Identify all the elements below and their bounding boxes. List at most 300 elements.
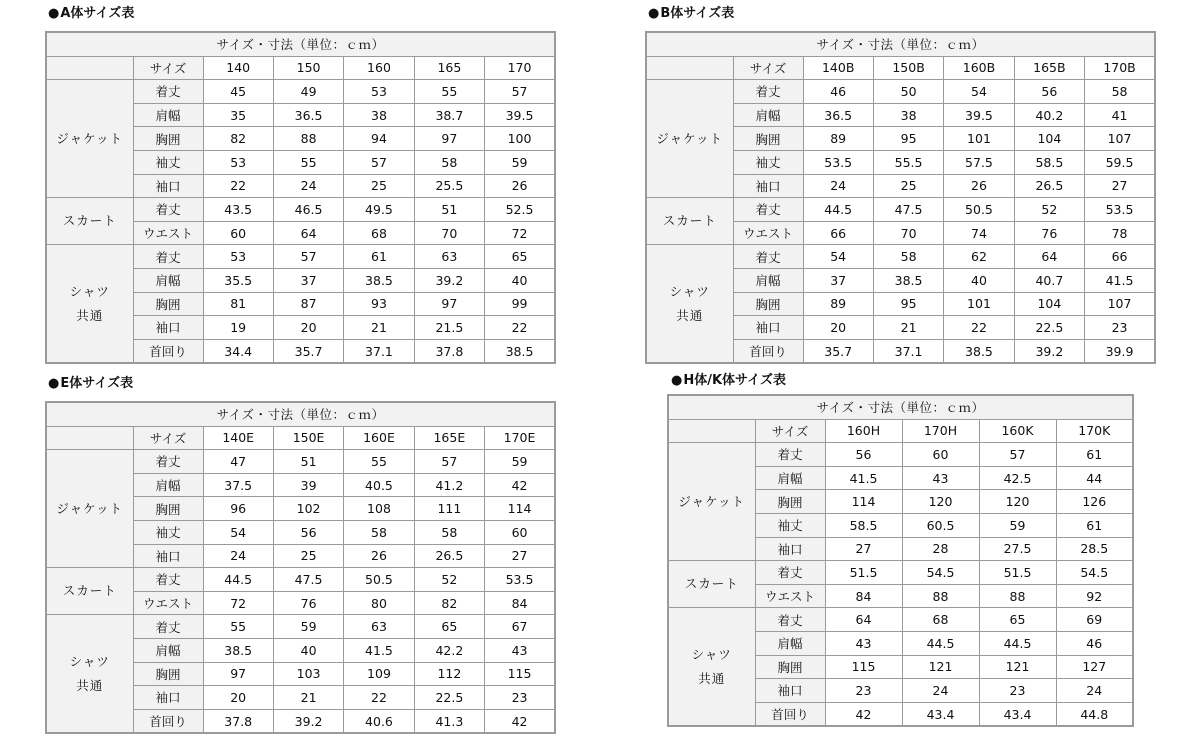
value-cell: 23 [979,679,1056,703]
bullet-icon: ● [48,376,60,391]
value-cell: 51 [414,198,484,222]
value-cell: 100 [485,127,555,151]
size-column-header: 160K [979,419,1056,443]
value-cell: 35 [203,103,273,127]
value-cell: 44.5 [902,631,979,655]
value-cell: 54 [203,520,273,544]
value-cell: 44.5 [203,568,273,592]
value-cell: 65 [485,245,555,269]
value-cell: 53 [203,150,273,174]
value-cell: 38.5 [944,339,1014,363]
value-cell: 109 [344,662,414,686]
value-cell: 53.5 [803,150,873,174]
value-cell: 23 [1085,316,1155,340]
measurement-label: 着丈 [733,198,803,222]
section-title: A体サイズ表 [60,6,135,21]
value-cell: 21 [344,316,414,340]
measurement-label: 肩幅 [733,103,803,127]
value-cell: 38.5 [873,268,943,292]
bullet-icon: ● [648,6,660,21]
category-label: シャツ [69,283,110,299]
value-cell: 22.5 [414,686,484,710]
value-cell: 64 [1014,245,1084,269]
value-cell: 50.5 [944,198,1014,222]
size-column-header: 170H [902,419,979,443]
unit-header-row [668,395,1133,419]
size-label: サイズ [733,56,803,80]
value-cell: 23 [825,679,902,703]
category-cell [646,245,733,363]
value-cell: 27 [825,537,902,561]
value-cell: 78 [1085,221,1155,245]
category-label: 共通 [698,670,726,686]
value-cell: 25 [873,174,943,198]
value-cell: 57 [979,443,1056,467]
unit-header-row [646,32,1155,56]
measurement-row [46,615,555,639]
unit-header: サイズ・寸法（単位：ｃｍ） [646,32,1155,56]
value-cell: 39.2 [414,268,484,292]
section-heading-b [648,6,734,22]
measurement-label: 胸囲 [733,127,803,151]
size-column-header: 170E [485,426,555,450]
value-cell: 53 [203,245,273,269]
value-cell: 55 [414,80,484,104]
value-cell: 59 [979,513,1056,537]
category-label: スカート [662,213,717,229]
value-cell: 21 [273,686,343,710]
size-column-header: 160E [344,426,414,450]
value-cell: 43 [825,631,902,655]
value-cell: 52.5 [485,198,555,222]
measurement-row [646,198,1155,222]
value-cell: 70 [414,221,484,245]
value-cell: 72 [485,221,555,245]
value-cell: 39.9 [1085,339,1155,363]
value-cell: 47 [203,450,273,474]
measurement-label: 胸囲 [133,127,203,151]
value-cell: 49.5 [344,198,414,222]
value-cell: 40.7 [1014,268,1084,292]
value-cell: 41.5 [344,638,414,662]
measurement-row [46,245,555,269]
value-cell: 52 [414,568,484,592]
value-cell: 101 [944,292,1014,316]
value-cell: 114 [825,490,902,514]
category-cell [646,198,733,245]
category-label: ジャケット [678,493,746,509]
value-cell: 114 [485,497,555,521]
value-cell: 62 [944,245,1014,269]
value-cell: 42 [485,473,555,497]
value-cell: 25 [273,544,343,568]
value-cell: 28.5 [1056,537,1133,561]
value-cell: 44.8 [1056,702,1133,726]
value-cell: 47.5 [873,198,943,222]
measurement-label: 肩幅 [733,268,803,292]
value-cell: 76 [1014,221,1084,245]
unit-header: サイズ・寸法（単位：ｃｍ） [46,32,555,56]
value-cell: 22 [344,686,414,710]
measurement-label: 首回り [733,339,803,363]
value-cell: 61 [1056,443,1133,467]
measurement-row [668,443,1133,467]
value-cell: 58 [414,150,484,174]
size-column-header: 140E [203,426,273,450]
value-cell: 37.1 [344,339,414,363]
value-cell: 65 [979,608,1056,632]
value-cell: 26.5 [414,544,484,568]
measurement-label: 袖口 [733,174,803,198]
value-cell: 53.5 [485,568,555,592]
value-cell: 51.5 [979,561,1056,585]
bullet-icon: ● [671,373,683,388]
value-cell: 43.4 [979,702,1056,726]
size-column-header: 160H [825,419,902,443]
value-cell: 40 [485,268,555,292]
value-cell: 66 [1085,245,1155,269]
value-cell: 87 [273,292,343,316]
value-cell: 39.2 [1014,339,1084,363]
category-label: 共通 [676,307,704,323]
value-cell: 88 [273,127,343,151]
value-cell: 22 [485,316,555,340]
value-cell: 104 [1014,127,1084,151]
size-column-header: 165E [414,426,484,450]
value-cell: 120 [902,490,979,514]
category-label: シャツ [669,283,710,299]
measurement-label: 袖丈 [733,150,803,174]
size-table-b [645,31,1156,364]
value-cell: 56 [825,443,902,467]
value-cell: 89 [803,127,873,151]
value-cell: 120 [979,490,1056,514]
value-cell: 38.5 [485,339,555,363]
value-cell: 64 [825,608,902,632]
value-cell: 95 [873,292,943,316]
value-cell: 38.7 [414,103,484,127]
section-heading-e [48,376,133,392]
value-cell: 24 [273,174,343,198]
section-title: H体/K体サイズ表 [683,373,787,388]
value-cell: 51.5 [825,561,902,585]
value-cell: 34.4 [203,339,273,363]
value-cell: 43 [902,466,979,490]
category-cell [46,80,133,198]
category-label: 共通 [76,677,104,693]
measurement-label: 着丈 [755,608,825,632]
measurement-label: 胸囲 [755,655,825,679]
measurement-row [46,568,555,592]
unit-header: サイズ・寸法（単位：ｃｍ） [46,402,555,426]
value-cell: 121 [979,655,1056,679]
value-cell: 39.5 [944,103,1014,127]
value-cell: 25.5 [414,174,484,198]
measurement-label: 首回り [133,339,203,363]
value-cell: 24 [203,544,273,568]
value-cell: 22 [944,316,1014,340]
value-cell: 104 [1014,292,1084,316]
value-cell: 24 [803,174,873,198]
value-cell: 59 [485,150,555,174]
measurement-label: ウエスト [133,221,203,245]
value-cell: 38.5 [203,638,273,662]
size-label: サイズ [133,56,203,80]
measurement-label: 肩幅 [755,631,825,655]
value-cell: 49 [273,80,343,104]
category-label: スカート [684,576,739,592]
value-cell: 89 [803,292,873,316]
measurement-row [646,245,1155,269]
value-cell: 37.8 [203,709,273,733]
unit-header-row [46,402,555,426]
measurement-label: 着丈 [133,568,203,592]
value-cell: 45 [203,80,273,104]
size-column-header: 160 [344,56,414,80]
value-cell: 58 [414,520,484,544]
size-table-e [45,401,556,734]
value-cell: 35.7 [273,339,343,363]
value-cell: 43 [485,638,555,662]
value-cell: 42.5 [979,466,1056,490]
size-column-header: 150E [273,426,343,450]
value-cell: 40 [944,268,1014,292]
value-cell: 40 [273,638,343,662]
value-cell: 23 [485,686,555,710]
value-cell: 44.5 [979,631,1056,655]
measurement-label: 着丈 [755,561,825,585]
value-cell: 46 [1056,631,1133,655]
measurement-label: 着丈 [133,450,203,474]
value-cell: 57 [273,245,343,269]
value-cell: 27 [1085,174,1155,198]
size-header-row [646,56,1155,80]
value-cell: 47.5 [273,568,343,592]
value-cell: 68 [902,608,979,632]
value-cell: 93 [344,292,414,316]
value-cell: 24 [1056,679,1133,703]
category-cell [46,615,133,733]
value-cell: 40.6 [344,709,414,733]
value-cell: 22 [203,174,273,198]
measurement-row [646,80,1155,104]
value-cell: 57 [344,150,414,174]
bullet-icon: ● [48,6,60,21]
value-cell: 58.5 [1014,150,1084,174]
measurement-label: 胸囲 [133,497,203,521]
category-label: ジャケット [656,130,724,146]
size-header-row [668,419,1133,443]
measurement-label: ウエスト [133,591,203,615]
section-title: B体サイズ表 [660,6,735,21]
value-cell: 40.2 [1014,103,1084,127]
value-cell: 63 [414,245,484,269]
value-cell: 55 [203,615,273,639]
measurement-label: 着丈 [133,245,203,269]
value-cell: 76 [273,591,343,615]
size-column-header: 140 [203,56,273,80]
value-cell: 19 [203,316,273,340]
value-cell: 67 [485,615,555,639]
value-cell: 66 [803,221,873,245]
value-cell: 51 [273,450,343,474]
value-cell: 39.5 [485,103,555,127]
value-cell: 58 [873,245,943,269]
measurement-label: 着丈 [133,615,203,639]
value-cell: 74 [944,221,1014,245]
category-cell [668,561,755,608]
category-cell [46,450,133,568]
category-cell [668,443,755,561]
measurement-label: 袖口 [755,537,825,561]
value-cell: 53 [344,80,414,104]
value-cell: 81 [203,292,273,316]
value-cell: 97 [414,292,484,316]
measurement-label: 着丈 [733,245,803,269]
size-header-row [46,56,555,80]
measurement-label: 袖口 [133,174,203,198]
value-cell: 68 [344,221,414,245]
value-cell: 88 [902,584,979,608]
corner-cell [46,56,133,80]
measurement-row [46,198,555,222]
value-cell: 41.3 [414,709,484,733]
value-cell: 25 [344,174,414,198]
value-cell: 65 [414,615,484,639]
value-cell: 44.5 [803,198,873,222]
measurement-label: 胸囲 [733,292,803,316]
measurement-label: 袖丈 [755,513,825,537]
size-label: サイズ [755,419,825,443]
value-cell: 84 [825,584,902,608]
category-cell [46,568,133,615]
value-cell: 80 [344,591,414,615]
value-cell: 53.5 [1085,198,1155,222]
category-label: シャツ [691,646,732,662]
measurement-label: 袖口 [133,544,203,568]
size-header-row [46,426,555,450]
measurement-row [46,80,555,104]
value-cell: 36.5 [803,103,873,127]
measurement-label: 肩幅 [755,466,825,490]
value-cell: 28 [902,537,979,561]
measurement-label: 袖口 [733,316,803,340]
measurement-label: 肩幅 [133,473,203,497]
value-cell: 92 [1056,584,1133,608]
measurement-label: 胸囲 [133,662,203,686]
value-cell: 46 [803,80,873,104]
value-cell: 61 [1056,513,1133,537]
value-cell: 99 [485,292,555,316]
value-cell: 41 [1085,103,1155,127]
value-cell: 64 [273,221,343,245]
measurement-label: 着丈 [733,80,803,104]
value-cell: 111 [414,497,484,521]
value-cell: 35.7 [803,339,873,363]
value-cell: 21.5 [414,316,484,340]
value-cell: 37.8 [414,339,484,363]
value-cell: 107 [1085,127,1155,151]
measurement-label: 胸囲 [133,292,203,316]
value-cell: 59.5 [1085,150,1155,174]
size-table-hk [667,394,1134,727]
measurement-label: ウエスト [755,584,825,608]
value-cell: 26.5 [1014,174,1084,198]
value-cell: 38 [344,103,414,127]
value-cell: 24 [902,679,979,703]
measurement-label: 袖口 [133,686,203,710]
size-column-header: 165 [414,56,484,80]
value-cell: 60 [902,443,979,467]
measurement-label: 袖口 [755,679,825,703]
value-cell: 41.5 [1085,268,1155,292]
corner-cell [646,56,733,80]
value-cell: 95 [873,127,943,151]
value-cell: 46.5 [273,198,343,222]
measurement-row [46,450,555,474]
measurement-label: 着丈 [755,443,825,467]
value-cell: 58 [344,520,414,544]
section-heading-hk [671,373,786,389]
value-cell: 115 [825,655,902,679]
value-cell: 88 [979,584,1056,608]
value-cell: 52 [1014,198,1084,222]
value-cell: 70 [873,221,943,245]
value-cell: 58.5 [825,513,902,537]
value-cell: 112 [414,662,484,686]
value-cell: 21 [873,316,943,340]
size-column-header: 170 [485,56,555,80]
measurement-label: 首回り [133,709,203,733]
value-cell: 57 [485,80,555,104]
value-cell: 54 [803,245,873,269]
value-cell: 42.2 [414,638,484,662]
measurement-label: 袖丈 [133,150,203,174]
value-cell: 37 [273,268,343,292]
value-cell: 39 [273,473,343,497]
size-column-header: 150 [273,56,343,80]
value-cell: 37.5 [203,473,273,497]
value-cell: 57 [414,450,484,474]
size-column-header: 170B [1085,56,1155,80]
corner-cell [46,426,133,450]
value-cell: 61 [344,245,414,269]
size-column-header: 170K [1056,419,1133,443]
category-label: ジャケット [56,130,124,146]
size-column-header: 160B [944,56,1014,80]
value-cell: 94 [344,127,414,151]
value-cell: 26 [485,174,555,198]
value-cell: 59 [273,615,343,639]
value-cell: 44 [1056,466,1133,490]
value-cell: 54.5 [1056,561,1133,585]
size-label: サイズ [133,426,203,450]
value-cell: 96 [203,497,273,521]
value-cell: 26 [944,174,1014,198]
value-cell: 43.4 [902,702,979,726]
measurement-label: 袖口 [133,316,203,340]
value-cell: 121 [902,655,979,679]
size-column-header: 140B [803,56,873,80]
value-cell: 38.5 [344,268,414,292]
measurement-label: 袖丈 [133,520,203,544]
value-cell: 60 [203,221,273,245]
corner-cell [668,419,755,443]
value-cell: 41.2 [414,473,484,497]
value-cell: 58 [1085,80,1155,104]
category-label: スカート [62,583,117,599]
value-cell: 97 [414,127,484,151]
